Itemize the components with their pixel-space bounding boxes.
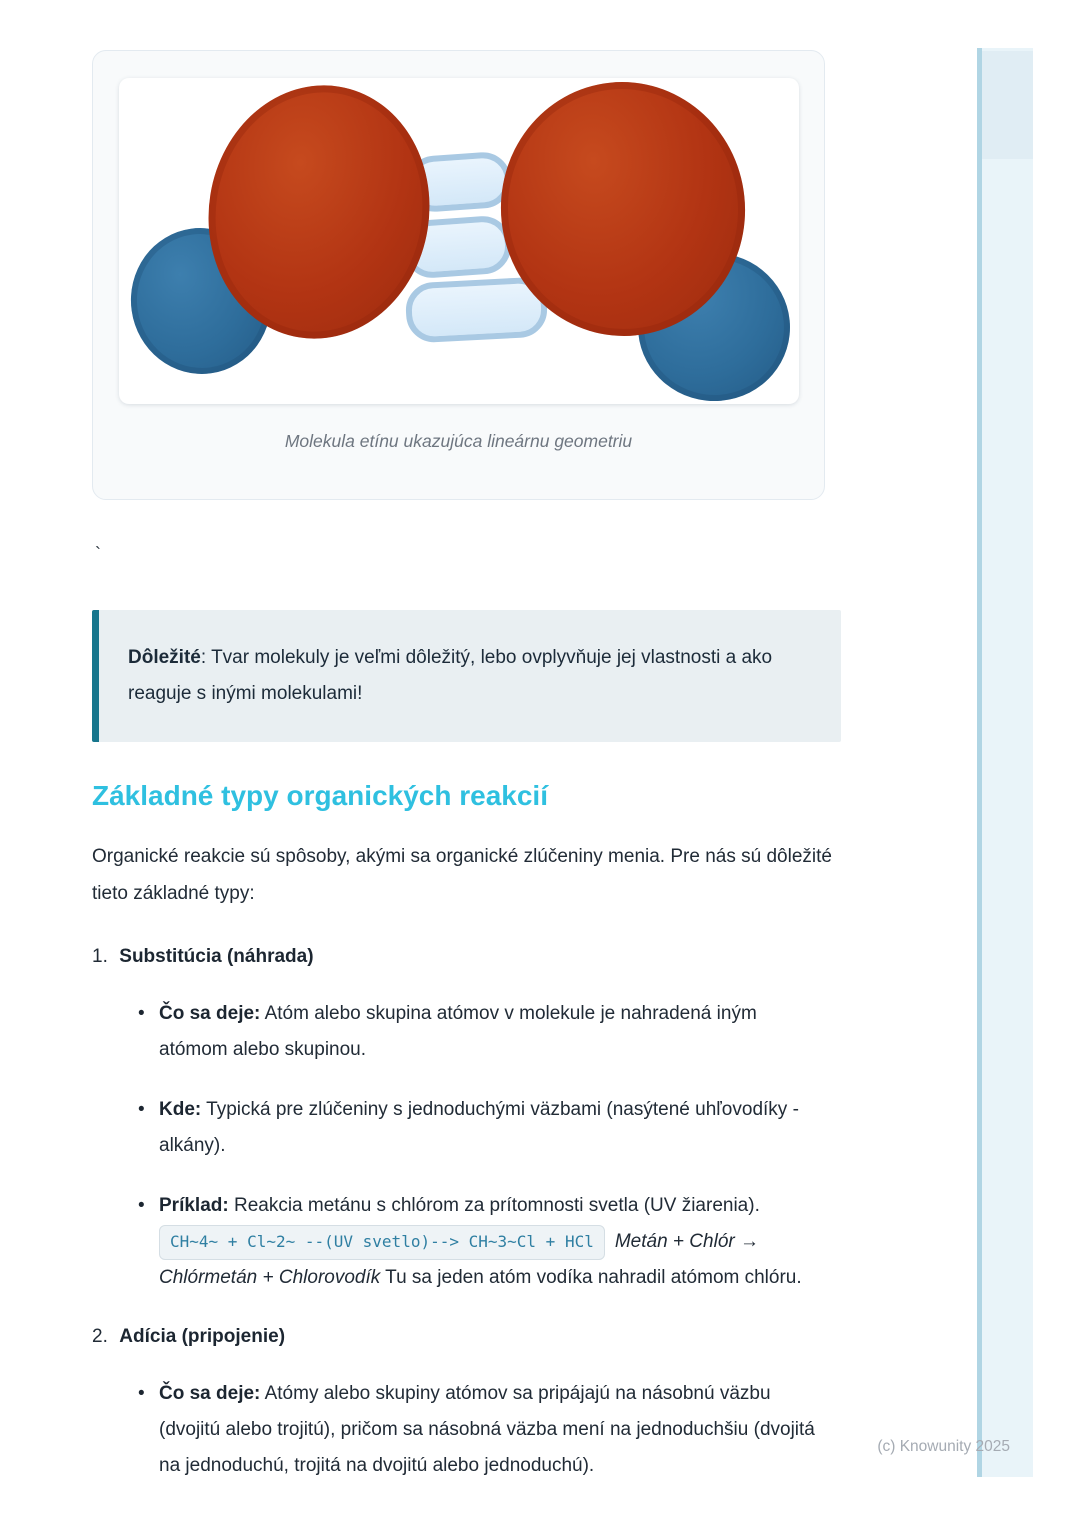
bullet-co-sa-deje [138,1376,826,1484]
bullet-priklad [138,1188,826,1296]
bullet-text: Typická pre zlúčeniny s jednoduchými väzbami (nasýtené uhľovodíky - alkány). [159,1099,799,1156]
figure-card [92,50,825,500]
bullet-lead: Kde: [159,1099,202,1120]
section-heading: Základné typy organických reakcií [92,780,548,811]
bullet-lead: Čo sa deje: [159,1383,261,1404]
bullet-co-sa-deje [138,996,826,1068]
formula-italic-text: Metán + Chlór → Chlórmetán + Chlorovodík [159,1231,759,1288]
intro-paragraph: Organické reakcie sú spôsoby, akými sa organické zlúčeniny menia. Pre nás sú dôležité tieto základné typy: [92,846,832,904]
bullet-text: Atóm alebo skupina atómov v molekule je nahradená iným atómom alebo skupinou. [159,1003,757,1060]
bullet-kde [138,1092,826,1164]
item-number: 1. [92,946,108,967]
copyright-text: (c) Knowunity 2025 [877,1438,1010,1455]
scrollbar-track[interactable] [977,48,1033,1477]
molecule-illustration [119,78,799,404]
bullet-lead: Čo sa deje: [159,1003,261,1024]
reaction-types-list [92,942,843,1484]
chemical-equation-code: CH~4~ + Cl~2~ --(UV svetlo)--> CH~3~Cl + HCl [159,1225,605,1260]
bullet-lead: Príklad: [159,1195,229,1216]
item-number: 2. [92,1326,108,1347]
callout-label: Dôležité [128,647,201,668]
list-item-addition [92,1322,843,1484]
item-title: Adícia (pripojenie) [119,1326,286,1347]
important-callout [92,610,841,742]
bullet-after-text: Tu sa jeden atóm vodíka nahradil atómom chlóru. [380,1267,802,1288]
stray-backtick-text: ` [95,544,101,564]
item-title-row [92,1322,843,1352]
figure-caption: Molekula etínu ukazujúca lineárnu geometriu [284,431,633,451]
item-title-row [92,942,843,972]
substitution-bullets [138,996,843,1296]
list-item-substitution [92,942,843,1296]
scrollbar-thumb[interactable] [982,51,1033,159]
bullet-text: Atómy alebo skupiny atómov sa pripájajú na násobnú väzbu (dvojitú alebo trojitú), pričom sa násobná väzba mení na jednoduchšiu (dvojitá na jednoduchú, trojitá na dvojitú alebo jednoduchú). [159,1383,815,1476]
item-title: Substitúcia (náhrada) [119,946,314,967]
callout-text: : Tvar molekuly je veľmi dôležitý, lebo ovplyvňuje jej vlastnosti a ako reaguje s inými molekulami! [128,647,773,704]
addition-bullets [138,1376,843,1484]
document-content [92,0,843,1510]
bullet-text: Reakcia metánu s chlórom za prítomnosti svetla (UV žiarenia). [228,1195,760,1216]
